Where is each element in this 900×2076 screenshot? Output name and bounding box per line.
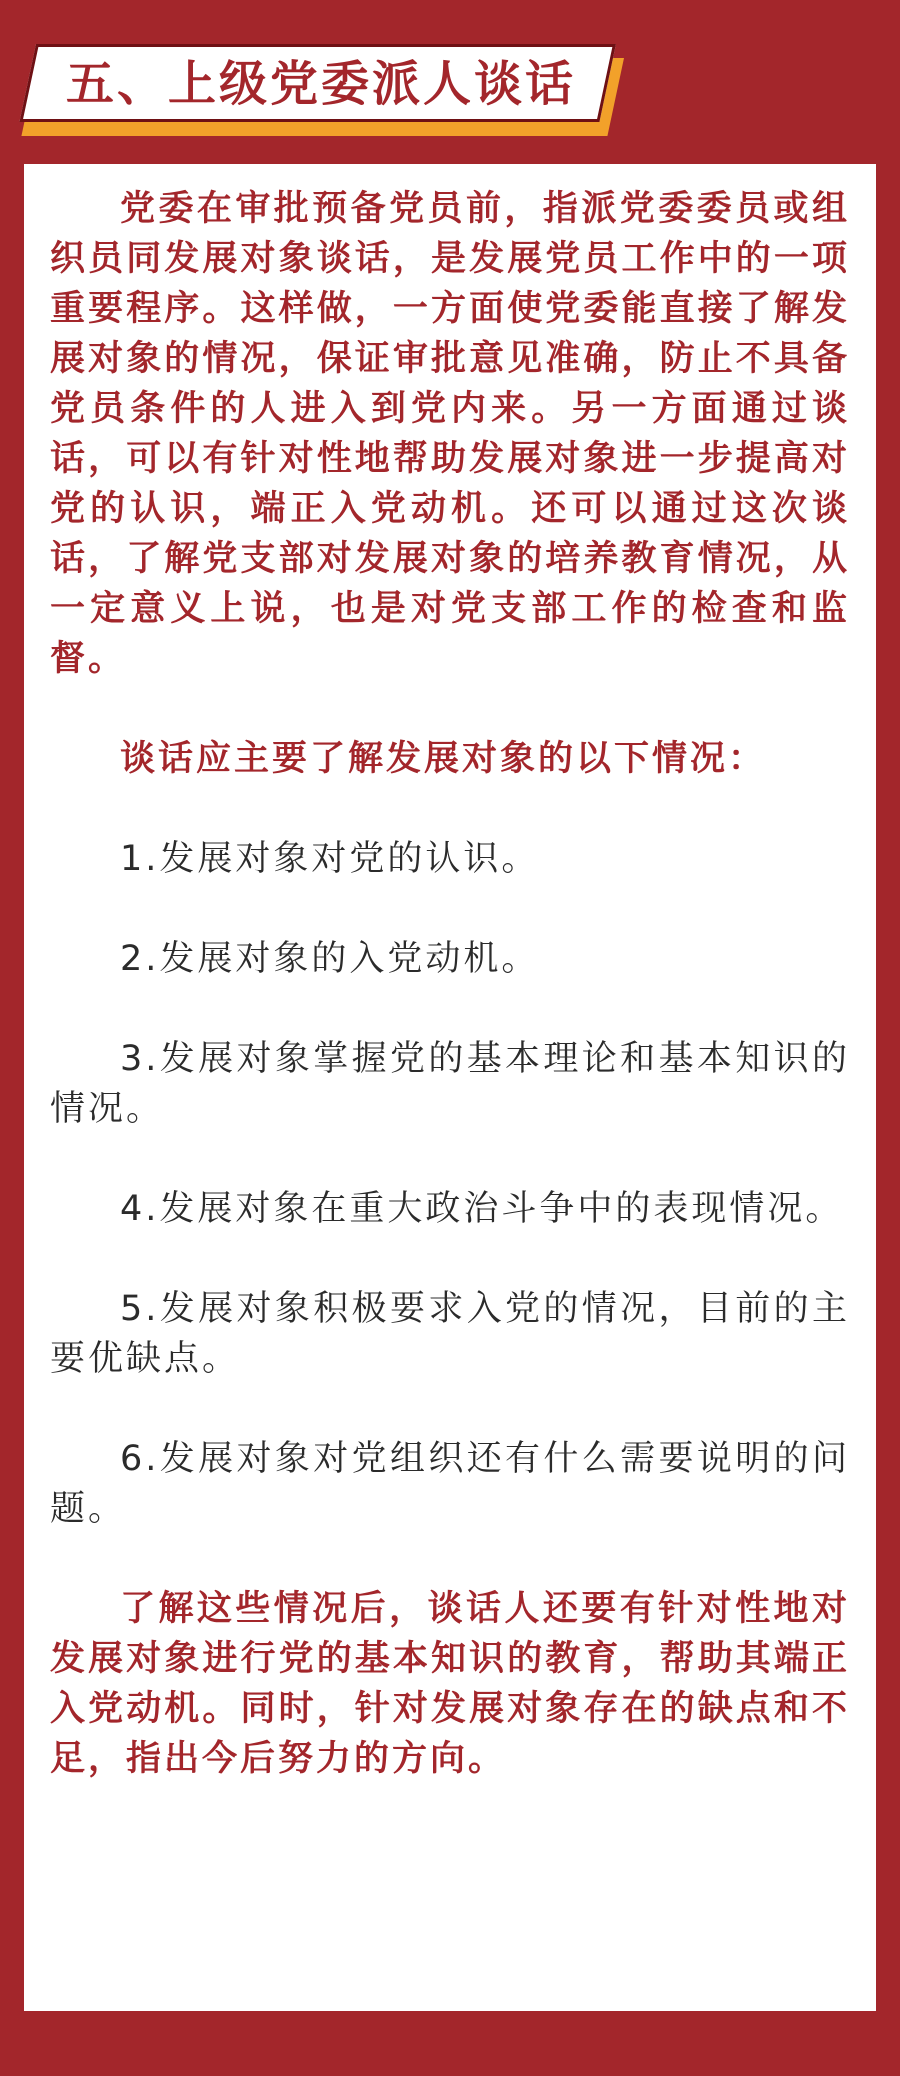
list-item: 4.发展对象在重大政治斗争中的表现情况。 (120, 1189, 844, 1229)
list-item: 3.发展对象掌握党的基本理论和基本知识的情况。 (50, 1039, 850, 1129)
closing-paragraph: 了解这些情况后，谈话人还要有针对性地对发展对象进行党的基本知识的教育，帮助其端正入党动机。同时，针对发展对象存在的缺点和不足，指出今后努力的方向。 (50, 1589, 850, 1779)
list-item: 2.发展对象的入党动机。 (120, 939, 540, 979)
section-title: 五、上级党委派人谈话 (66, 56, 577, 112)
article-body (50, 184, 850, 1784)
list-item: 1.发展对象对党的认识。 (120, 839, 540, 879)
section-title-banner (24, 44, 624, 136)
content-panel (24, 164, 876, 2011)
intro-paragraph: 党委在审批预备党员前，指派党委委员或组织员同发展对象谈话，是发展党员工作中的一项重要程序。这样做，一方面使党委能直接了解发展对象的情况，保证审批意见准确，防止不具备党员条件的人进入到党内来。另一方面通过谈话，可以有针对性地帮助发展对象进一步提高对党的认识，端正入党动机。还可以通过这次谈话，了解党支部对发展对象的培养教育情况，从一定意义上说，也是对党支部工作的检查和监督。 (50, 189, 850, 679)
topics-heading-paragraph: 谈话应主要了解发展对象的以下情况： (120, 739, 767, 779)
list-item: 6.发展对象对党组织还有什么需要说明的问题。 (50, 1439, 850, 1529)
list-item: 5.发展对象积极要求入党的情况，目前的主要优缺点。 (50, 1289, 850, 1379)
